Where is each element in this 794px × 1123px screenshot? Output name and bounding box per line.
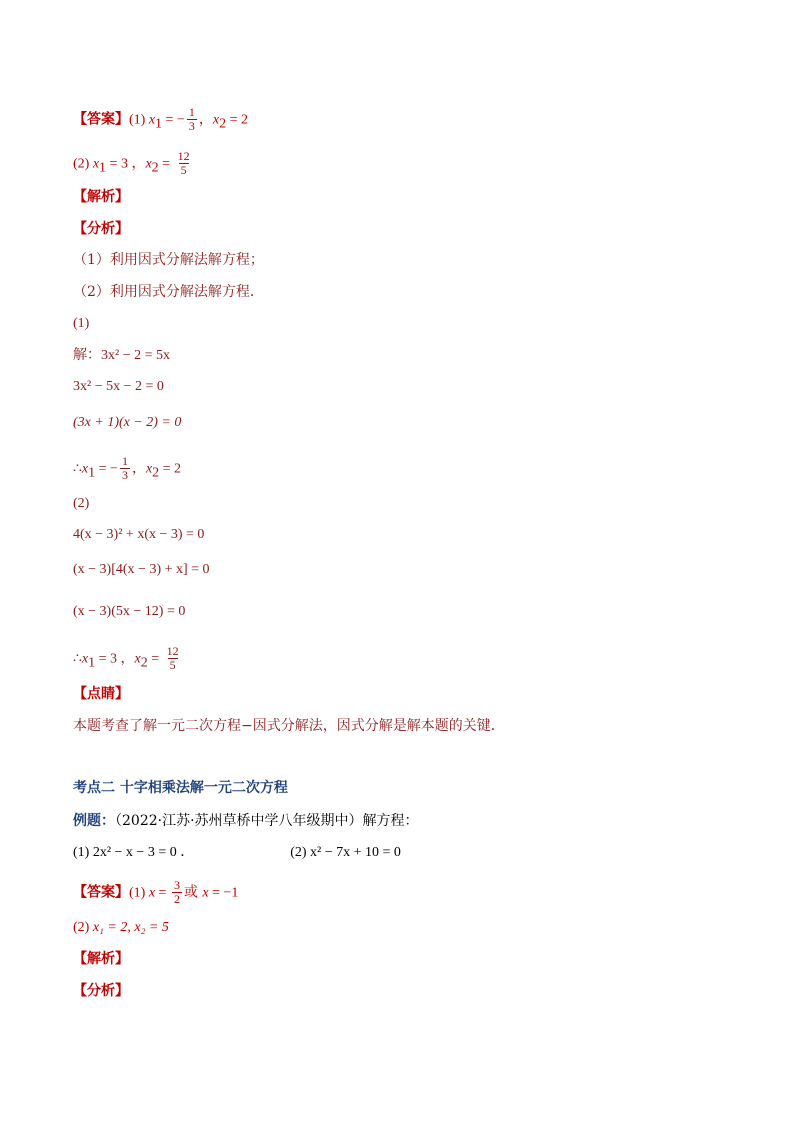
jiexi-heading-2: 【解析】: [73, 951, 129, 967]
sep: ，: [131, 460, 146, 477]
solution-prefix: 解：: [73, 347, 101, 363]
var-x2: x: [134, 651, 141, 667]
solution-1-step3: (3x + 1)(x − 2) = 0: [73, 415, 182, 430]
solution-1-label: (1): [73, 316, 90, 331]
frac-num: 12: [166, 644, 179, 658]
answer-values: x₁ = 2, x₂ = 5: [92, 920, 169, 935]
frac-num: 1: [188, 105, 195, 119]
frac-den: 3: [121, 468, 128, 482]
x-value: = −1: [208, 885, 239, 901]
answer-2-line2: [73, 918, 169, 937]
answer-tag: 【答案】: [73, 111, 129, 128]
var-x1: x: [81, 461, 89, 477]
solution-1-step1: [73, 346, 170, 365]
solution-2-step2: (x − 3)[4(x − 3) + x] = 0: [73, 562, 210, 577]
frac-den: 2: [173, 892, 180, 906]
or-text: 或: [183, 884, 203, 901]
answer-part1-label: (1): [129, 885, 149, 901]
question-2: (2) x² − 7x + 10 = 0: [290, 845, 401, 860]
eq-neg: = −: [95, 461, 118, 477]
fenxi-heading-2: 【分析】: [73, 983, 129, 999]
dianjing-text: 本题考查了解一元二次方程−因式分解法，因式分解是解本题的关键．: [73, 718, 505, 734]
x1-value: = 3 ，: [106, 156, 146, 172]
answer-2-line1: [73, 879, 238, 906]
solution-1-step2: 3x² − 5x − 2 = 0: [73, 379, 164, 394]
answer-part1-label: (1): [129, 112, 149, 128]
frac-num: 1: [121, 454, 128, 468]
sub-1: 1: [88, 655, 96, 671]
fraction-12-5: [165, 645, 181, 672]
frac-num: 12: [177, 149, 190, 163]
answer-1-line1: [73, 106, 248, 133]
eq-neg: = −: [162, 112, 185, 128]
var-x1: x: [148, 112, 156, 128]
sub-1: 1: [99, 160, 107, 176]
answer-1-line2: [73, 150, 194, 177]
var-x: x: [202, 885, 209, 901]
solution-2-result: [73, 645, 183, 672]
eq: =: [147, 651, 163, 667]
x2-value: = 2: [226, 112, 248, 128]
sub-1: 1: [88, 465, 96, 481]
example-label: 例题：: [73, 813, 115, 829]
fraction-3-2: [172, 879, 182, 906]
sub-1: 1: [155, 116, 163, 132]
answer-tag: 【答案】: [73, 884, 129, 901]
fraction-one-third: [120, 455, 130, 482]
example-line: [73, 812, 419, 830]
eq: =: [155, 885, 170, 901]
sub-2: 2: [140, 655, 148, 671]
x1-value: = 3 ，: [95, 651, 135, 667]
therefore-symbol: ∴: [73, 460, 82, 477]
example-text: （2022·江苏·苏州草桥中学八年级期中）解方程：: [115, 813, 419, 829]
fraction-12-5: [176, 150, 192, 177]
solution-1-result: [73, 455, 181, 482]
frac-den: 5: [180, 163, 187, 177]
sub-2: 2: [151, 160, 159, 176]
jiexi-heading-1: 【解析】: [73, 189, 129, 205]
therefore-symbol: ∴: [73, 650, 82, 667]
question-1: (1) 2x² − x − 3 = 0 ．: [73, 845, 195, 860]
solution-2-label: (2): [73, 496, 90, 511]
answer-part2-label: (2): [73, 156, 93, 172]
sub-2: 2: [152, 465, 160, 481]
var-x1: x: [81, 651, 89, 667]
equation: 3x² − 2 = 5x: [101, 348, 170, 363]
var-x2: x: [145, 461, 153, 477]
x2-value: = 2: [159, 461, 182, 477]
var-x2: x: [145, 156, 152, 172]
answer-part2-label: (2): [73, 920, 93, 935]
fraction-one-third: [187, 106, 197, 133]
frac-den: 3: [188, 119, 195, 133]
eq: =: [158, 156, 174, 172]
frac-den: 5: [169, 658, 176, 672]
fenxi-line-1: （1）利用因式分解法解方程；: [73, 252, 264, 268]
var-x2: x: [212, 112, 220, 128]
solution-2-step3: (x − 3)(5x − 12) = 0: [73, 604, 186, 619]
example-questions: [73, 844, 401, 862]
sep: ，: [198, 111, 213, 128]
dianjing-heading: 【点睛】: [73, 686, 129, 702]
sub-2: 2: [219, 116, 227, 132]
fenxi-heading-1: 【分析】: [73, 221, 129, 237]
fenxi-line-2: （2）利用因式分解法解方程．: [73, 284, 264, 300]
section-heading-kaodian-2: 考点二 十字相乘法解一元二次方程: [73, 780, 288, 796]
solution-2-step1: 4(x − 3)² + x(x − 3) = 0: [73, 527, 205, 542]
var-x1: x: [92, 156, 100, 172]
var-x: x: [148, 885, 156, 901]
frac-num: 3: [173, 878, 180, 892]
